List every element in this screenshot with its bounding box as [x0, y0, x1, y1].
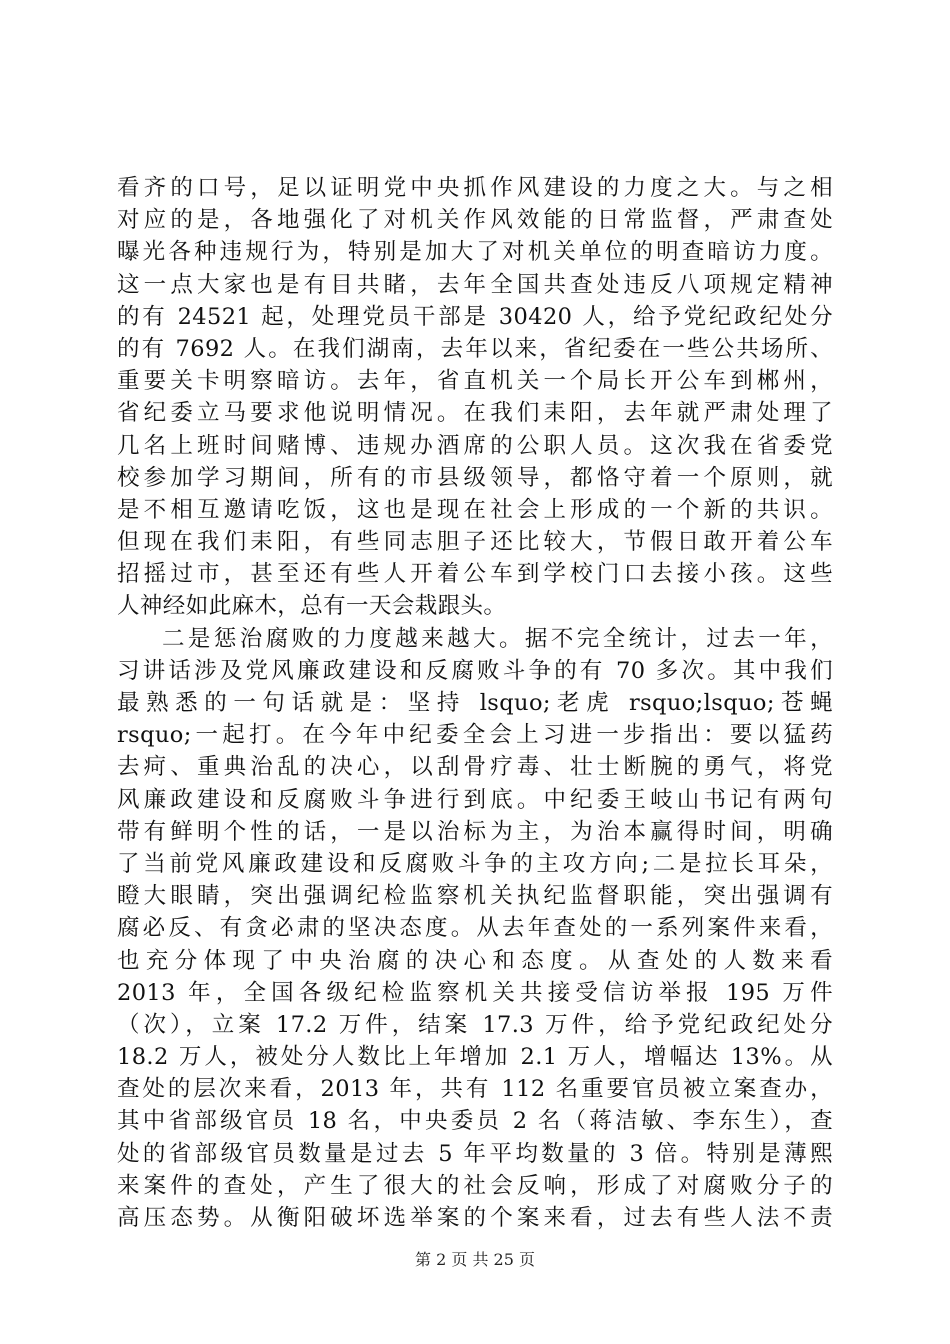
text-line: 曝光各种违规行为，特别是加大了对机关单位的明查暗访力度。	[117, 239, 833, 266]
text-line: 其中省部级官员 18 名，中央委员 2 名（蒋洁敏、李东生），查	[117, 1108, 833, 1135]
text-line: 这一点大家也是有目共睹，去年全国共查处违反八项规定精神	[117, 271, 833, 298]
text-line: 风廉政建设和反腐败斗争进行到底。中纪委王岐山书记有两句	[117, 786, 833, 813]
text-line: 处的省部级官员数量是过去 5 年平均数量的 3 倍。特别是薄熙	[117, 1140, 833, 1167]
text-line-paragraph-end: 人神经如此麻木，总有一天会栽跟头。	[117, 593, 507, 620]
text-line-paragraph-start: 二是惩治腐败的力度越来越大。据不完全统计，过去一年，	[162, 625, 833, 652]
text-line: （次），立案 17.2 万件，结案 17.3 万件，给予党纪政纪处分	[117, 1011, 833, 1038]
text-line: 但现在我们耒阳，有些同志胆子还比较大，节假日敢开着公车	[117, 529, 833, 556]
text-line: 省纪委立马要求他说明情况。在我们耒阳，去年就严肃处理了	[117, 400, 833, 427]
text-line: 最熟悉的一句话就是：坚持 lsquo;老虎 rsquo;lsquo;苍蝇	[117, 690, 833, 716]
text-line: 的有 7692 人。在我们湖南，去年以来，省纪委在一些公共场所、	[117, 335, 833, 362]
text-line: 也充分体现了中央治腐的决心和态度。从查处的人数来看	[117, 947, 833, 974]
text-line: 重要关卡明察暗访。去年，省直机关一个局长开公车到郴州，	[117, 368, 833, 395]
page-number-footer: 第 2 页 共 25 页	[415, 1250, 535, 1269]
text-line: 看齐的口号，足以证明党中央抓作风建设的力度之大。与之相	[117, 175, 833, 201]
text-line: 是不相互邀请吃饭，这也是现在社会上形成的一个新的共识。	[117, 496, 833, 523]
text-line: 查处的层次来看，2013 年，共有 112 名重要官员被立案查办，	[117, 1076, 833, 1103]
body-text	[117, 172, 833, 1234]
text-line: 校参加学习期间，所有的市县级领导，都恪守着一个原则，就	[117, 464, 833, 491]
text-line: 的有 24521 起，处理党员干部是 30420 人，给予党纪政纪处分	[117, 303, 833, 330]
text-line: 几名上班时间赌博、违规办酒席的公职人员。这次我在省委党	[117, 432, 833, 459]
text-line: 来案件的查处，产生了很大的社会反响，形成了对腐败分子的	[117, 1172, 833, 1199]
text-line: 18.2 万人，被处分人数比上年增加 2.1 万人，增幅达 13%。从	[117, 1044, 833, 1071]
text-line: 带有鲜明个性的话，一是以治标为主，为治本赢得时间，明确	[117, 818, 833, 845]
text-line: 对应的是，各地强化了对机关作风效能的日常监督，严肃查处	[117, 207, 833, 234]
text-line: 了当前党风廉政建设和反腐败斗争的主攻方向;二是拉长耳朵，	[117, 850, 833, 877]
text-line: 去疴、重典治乱的决心，以刮骨疗毒、壮士断腕的勇气，将党	[117, 754, 833, 781]
text-line: rsquo;一起打。在今年中纪委全会上习进一步指出：要以猛药	[117, 722, 833, 749]
text-line: 招摇过市，甚至还有些人开着公车到学校门口去接小孩。这些	[117, 561, 833, 588]
text-line: 腐必反、有贪必肃的坚决态度。从去年查处的一系列案件来看，	[117, 915, 833, 942]
text-line: 习讲话涉及党风廉政建设和反腐败斗争的有 70 多次。其中我们	[117, 657, 833, 684]
text-line: 瞪大眼睛，突出强调纪检监察机关执纪监督职能，突出强调有	[117, 883, 833, 910]
text-line: 2013 年，全国各级纪检监察机关共接受信访举报 195 万件	[117, 979, 833, 1006]
text-line: 高压态势。从衡阳破坏选举案的个案来看，过去有些人法不责	[117, 1205, 833, 1231]
